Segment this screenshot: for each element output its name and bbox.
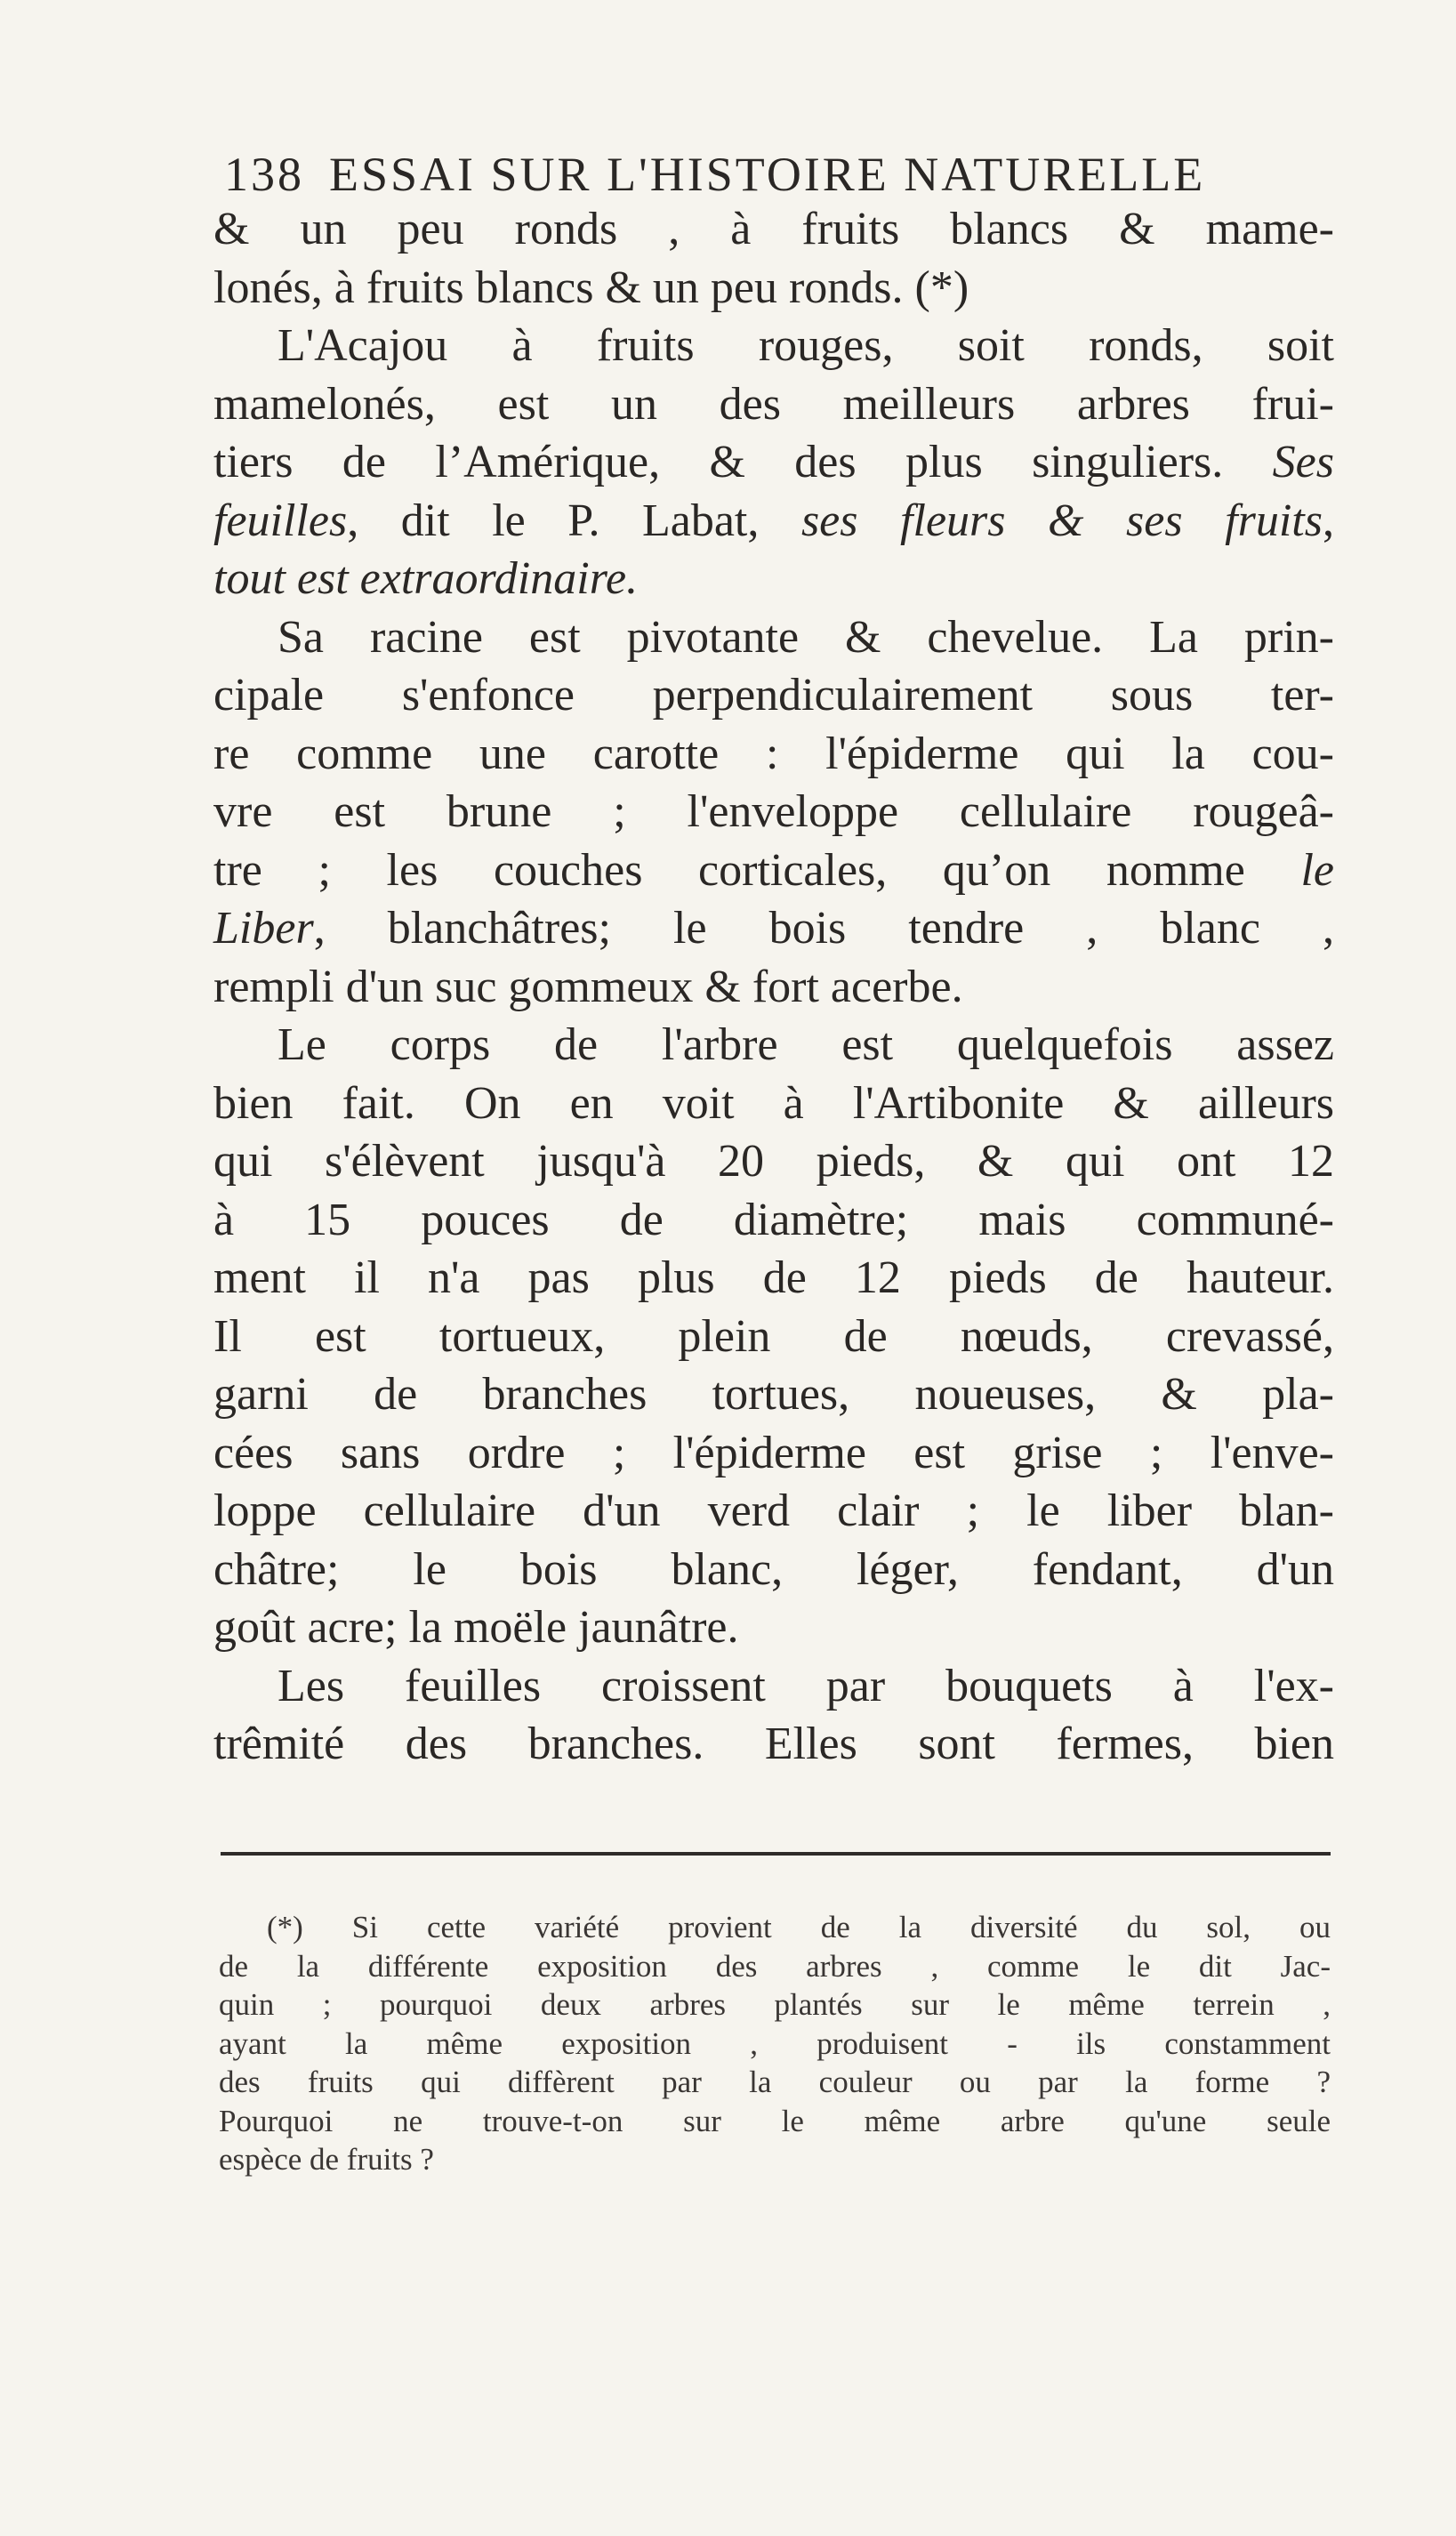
footnote-divider (221, 1852, 1331, 1856)
footnote-line: (*) Si cette variété provient de la diversité du sol, ou (267, 1910, 1331, 1944)
text-line: châtre; le bois blanc, léger, fendant, d'un (213, 1543, 1334, 1595)
italic-span: le (1300, 844, 1334, 896)
text-line: & un peu ronds , à fruits blancs & mame- (213, 204, 1334, 254)
footnote-line: quin ; pourquoi deux arbres plantés sur le même terrein , (219, 1987, 1331, 2022)
text-line: re comme une carotte : l'épiderme qui la cou- (213, 728, 1334, 779)
text-line: cipale s'enfonce perpendiculairement sous ter- (213, 670, 1334, 721)
text-line: cées sans ordre ; l'épiderme est grise ; l'enve- (213, 1427, 1334, 1478)
text-line (213, 550, 1334, 608)
text-line: trêmité des branches. Elles sont fermes, bien (213, 1719, 1334, 1769)
text-line: à 15 pouces de diamètre; mais communé- (213, 1194, 1334, 1245)
text-line: Les feuilles croissent par bouquets à l'ex- (278, 1660, 1334, 1711)
footnote (219, 1908, 1331, 2179)
italic-span: Liber (213, 903, 314, 954)
italic-span: feuilles (213, 495, 348, 546)
running-header (224, 144, 1336, 205)
text-line: feuilles, dit le P. Labat, ses fleurs & ses fruits, (213, 495, 1334, 546)
text-line: loppe cellulaire d'un verd clair ; le liber blan- (213, 1485, 1334, 1536)
text-line: tre ; les couches corticales, qu’on nomme le (213, 844, 1334, 896)
text-line: Il est tortueux, plein de nœuds, crevassé, (213, 1310, 1334, 1362)
text-line: L'Acajou à fruits rouges, soit ronds, soit (278, 320, 1334, 371)
text-line: mamelonés, est un des meilleurs arbres frui- (213, 378, 1334, 430)
text-line: rempli d'un suc gommeux & fort acerbe. (213, 961, 963, 1012)
text-line: lonés, à fruits blancs & un peu ronds. (*) (213, 262, 969, 313)
text-line: ment il n'a pas plus de 12 pieds de hauteur. (213, 1252, 1334, 1303)
text-line: garni de branches tortues, noueuses, & pla- (213, 1369, 1334, 1420)
text-line: Sa racine est pivotante & chevelue. La prin- (278, 611, 1334, 663)
italic-span: ses fleurs & ses fruits (800, 495, 1323, 546)
main-text (213, 200, 1334, 1774)
text-line: bien fait. On en voit à l'Artibonite & ailleurs (213, 1077, 1334, 1129)
text-line: tiers de l’Amérique, & des plus singuliers. Ses (213, 437, 1334, 487)
text-line: vre est brune ; l'enveloppe cellulaire rougeâ- (213, 786, 1334, 837)
text-line: qui s'élèvent jusqu'à 20 pieds, & qui ont 12 (213, 1136, 1334, 1187)
text-line: Le corps de l'arbre est quelquefois assez (278, 1019, 1334, 1070)
footnote-line: espèce de fruits ? (219, 2142, 434, 2177)
italic-span: Ses (1272, 437, 1334, 487)
italic-span: tout est extraordinaire. (213, 553, 639, 604)
page-number: 138 (224, 148, 304, 201)
footnote-line: Pourquoi ne trouve-t-on sur le même arbre qu'une seule (219, 2103, 1331, 2138)
text-line: Liber, blanchâtres; le bois tendre , blanc , (213, 903, 1334, 954)
running-title: ESSAI SUR L'HISTOIRE NATURELLE (329, 148, 1206, 201)
footnote-line: des fruits qui diffèrent par la couleur ou par la forme ? (219, 2065, 1331, 2099)
text-line: goût acre; la moële jaunâtre. (213, 1602, 739, 1653)
footnote-line: ayant la même exposition , produisent - ils constamment (219, 2025, 1331, 2061)
footnote-line: de la différente exposition des arbres , comme le dit Jac- (219, 1948, 1331, 1984)
